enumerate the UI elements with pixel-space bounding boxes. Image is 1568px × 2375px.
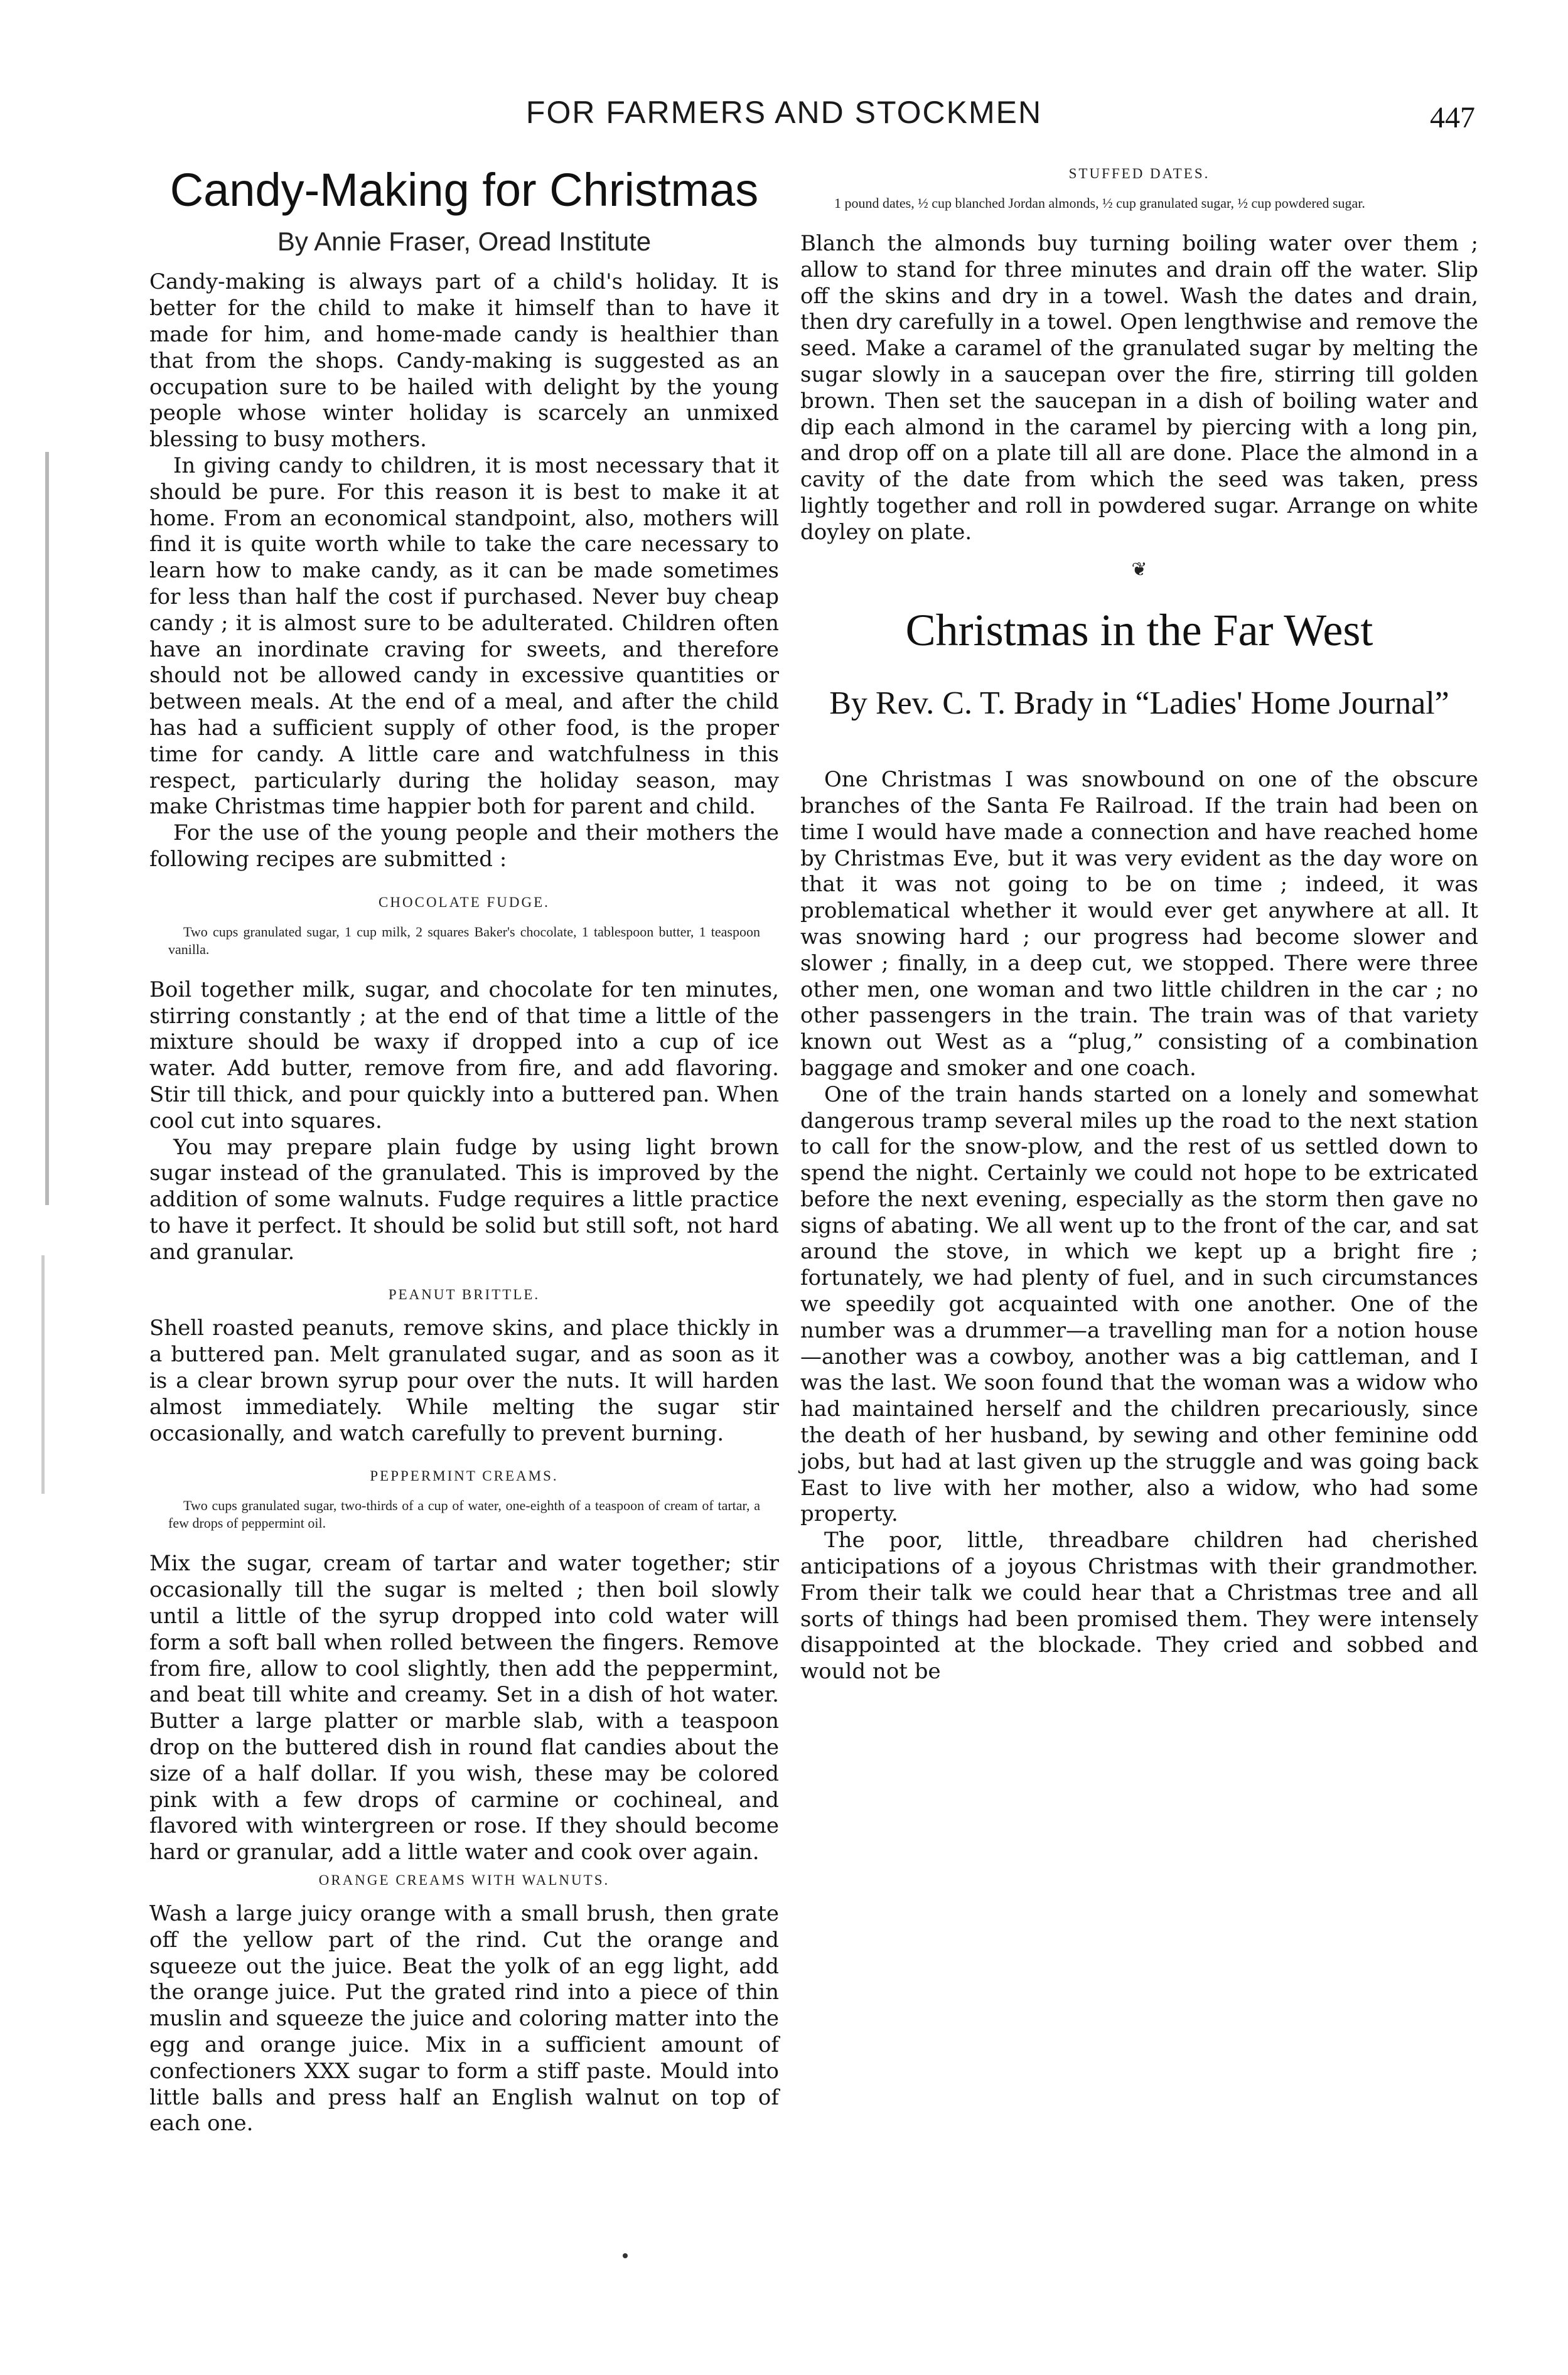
article-title-far-west: Christmas in the Far West (905, 604, 1373, 655)
ingredients-stuffed-dates: 1 pound dates, ½ cup blanched Jordan almonds, ½ cup granulated sugar, ½ cup powdered sugar. (834, 195, 1365, 211)
recipe-heading-fudge: CHOCOLATE FUDGE. (379, 894, 550, 910)
ingredients-fudge: Two cups granulated sugar, 1 cup milk, 2 squares Baker's chocolate, 1 tablespoon butter, 1 teaspoon vanilla. (168, 923, 760, 957)
ingredients-peppermint-creams: Two cups granulated sugar, two-thirds of a cup of water, one-eighth of a teaspoon of cream of tartar, a few drops of peppermint oil. (168, 1498, 760, 1531)
recipe-heading-orange-creams: ORANGE CREAMS WITH WALNUTS. (318, 1872, 610, 1889)
paragraph: For the use of the young people and their mothers the following recipes are submitted : (149, 820, 779, 872)
print-mark (623, 2253, 628, 2258)
paragraph: One Christmas I was snowbound on one of the obscure branches of the Santa Fe Railroad. If the train had been on time I would have made a connection and have reached home by Christmas Eve, but it was very evident as the day wore on that it was not going to be on time ; indeed, it was problematical whether it would ever get anywhere at all. It was snowing hard ; our progress had become slower and slower ; finally, in a deep cut, we stopped. There were three other men, one woman and two little children in the car ; no other passengers in the train. The train was of that variety known out West as a “plug,” consisting of a combination baggage and smoker and one coach. (800, 767, 1478, 1081)
paragraph: Shell roasted peanuts, remove skins, and place thickly in a buttered pan. Melt granulated sugar, and as soon as it is a clear brown syrup pour over the nuts. It will harden almost immediately. While melting the sugar stir occasionally, and watch carefully to prevent burning. (149, 1316, 779, 1446)
binding-edge-mark (41, 1255, 45, 1494)
paragraph: Blanch the almonds buy turning boiling water over them ; allow to stand for three minutes and drain off the water. Slip off the skins and dry in a towel. Wash the dates and drain, then dry carefully in a towel. Open lengthwise and remove the seed. Make a caramel of the granulated sugar by melting the sugar slowly in a saucepan over the fire, stirring till golden brown. Then set the saucepan in a dish of boiling water and dip each almond in the caramel by piercing with a long pin, and drop off on a plate till all are done. Place the almond in a cavity of the date from which the seed was taken, press lightly together and roll in powdered sugar. Arrange on white doyley on plate. (800, 231, 1478, 545)
right-column (800, 164, 1478, 1685)
left-column (149, 164, 779, 2137)
paragraph: You may prepare plain fudge by using light brown sugar instead of the granulated. This is improved by the addition of some walnuts. Fudge requires a little practice to have it perfect. It should be solid but still soft, not hard and granular. (149, 1134, 779, 1265)
article-title-candy: Candy-Making for Christmas (169, 164, 759, 216)
paragraph: In giving candy to children, it is most necessary that it should be pure. For this reason it is best to make it at home. From an economical standpoint, also, mothers will find it is quite worth while to take the care necessary to learn how to make candy, as it can be made sometimes for less than half the cost if purchased. Never buy cheap candy ; it is almost sure to be adulterated. Children often have an inordinate craving for sweets, and therefore should not be allowed candy in excessive quantities or between meals. At the end of a meal, and after the child has had a sufficient supply of other food, is the proper time for candy. A little care and watchfulness in this respect, particularly during the holiday season, may make Christmas time happier both for parent and child. (149, 453, 779, 820)
running-head: FOR FARMERS AND STOCKMEN (525, 95, 1043, 130)
paragraph: The poor, little, threadbare children had cherished anticipations of a joyous Christmas with their grandmother. From their talk we could hear that a Christmas tree and all sorts of things had been promised them. They were intensely disappointed at the blockade. They cried and sobbed and would not be (800, 1528, 1478, 1685)
paragraph: Wash a large juicy orange with a small brush, then grate off the yellow part of the rind. Cut the orange and squeeze out the juice. Beat the yolk of an egg light, add the orange juice. Put the grated rind into a piece of thin muslin and squeeze the juice and coloring matter into the egg and orange juice. Mix in a sufficient amount of confectioners XXX sugar to form a stiff paste. Mould into little balls and press half an English walnut on top of each one. (149, 1901, 779, 2136)
binding-edge-mark (45, 452, 49, 1205)
page-number: 447 (1430, 101, 1475, 134)
paragraph: Boil together milk, sugar, and chocolate for ten minutes, stirring constantly ; at the end of that time a little of the mixture should be waxy if dropped into a cup of ice water. Add butter, remove from fire, and add flavoring. Stir till thick, and pour quickly into a buttered pan. When cool cut into squares. (149, 977, 779, 1134)
byline-far-west: By Rev. C. T. Brady in “Ladies' Home Journal” (829, 685, 1449, 721)
paragraph: Candy-making is always part of a child's holiday. It is better for the child to make it himself than to have it made for him, and home-made candy is healthier than that from the shops. Candy-making is suggested as an occupation sure to be hailed with delight by the young people whose winter holiday is scarcely an unmixed blessing to busy mothers. (149, 269, 779, 453)
byline-candy: By Annie Fraser, Oread Institute (277, 227, 652, 257)
paragraph: One of the train hands started on a lonely and somewhat dangerous tramp several miles up the road to the next station to call for the snow-plow, and the rest of us settled down to spend the night. Certainly we could not hope to be extricated before the next evening, especially as the storm then gave no signs of abating. We all went up to the front of the car, and sat around the stove, in which we kept up a bright fire ; fortunately, we had plenty of fuel, and in such circumstances we speedily got acquainted with one another. One of the number was a drummer—a travelling man for a notion house—another was a cowboy, another was a big cattleman, and I was the last. We soon found that the woman was a widow who had maintained herself and the children precariously, since the death of her husband, by sewing and other feminine odd jobs, but had at last given up the struggle and was going back East to live with her mother, also a widow, who had some property. (800, 1081, 1478, 1527)
recipe-heading-stuffed-dates: STUFFED DATES. (1068, 166, 1210, 181)
paragraph: Mix the sugar, cream of tartar and water together; stir occasionally till the sugar is melted ; then boil slowly until a little of the syrup dropped into cold water will form a soft ball when rolled between the fingers. Remove from fire, allow to cool slightly, then add the peppermint, and beat till white and creamy. Set in a dish of hot water. Butter a large platter or marble slab, with a teaspoon drop on the buttered dish in round flat candies about the size of a half dollar. If you wish, these may be colored pink with a few drops of carmine or cochineal, and flavored with wintergreen or rose. If they should become hard or granular, add a little water and cook over again. (149, 1551, 779, 1865)
ornament-divider-icon: ❦ (1131, 558, 1147, 581)
recipe-heading-peanut-brittle: PEANUT BRITTLE. (388, 1287, 540, 1303)
recipe-heading-peppermint-creams: PEPPERMINT CREAMS. (370, 1468, 559, 1484)
